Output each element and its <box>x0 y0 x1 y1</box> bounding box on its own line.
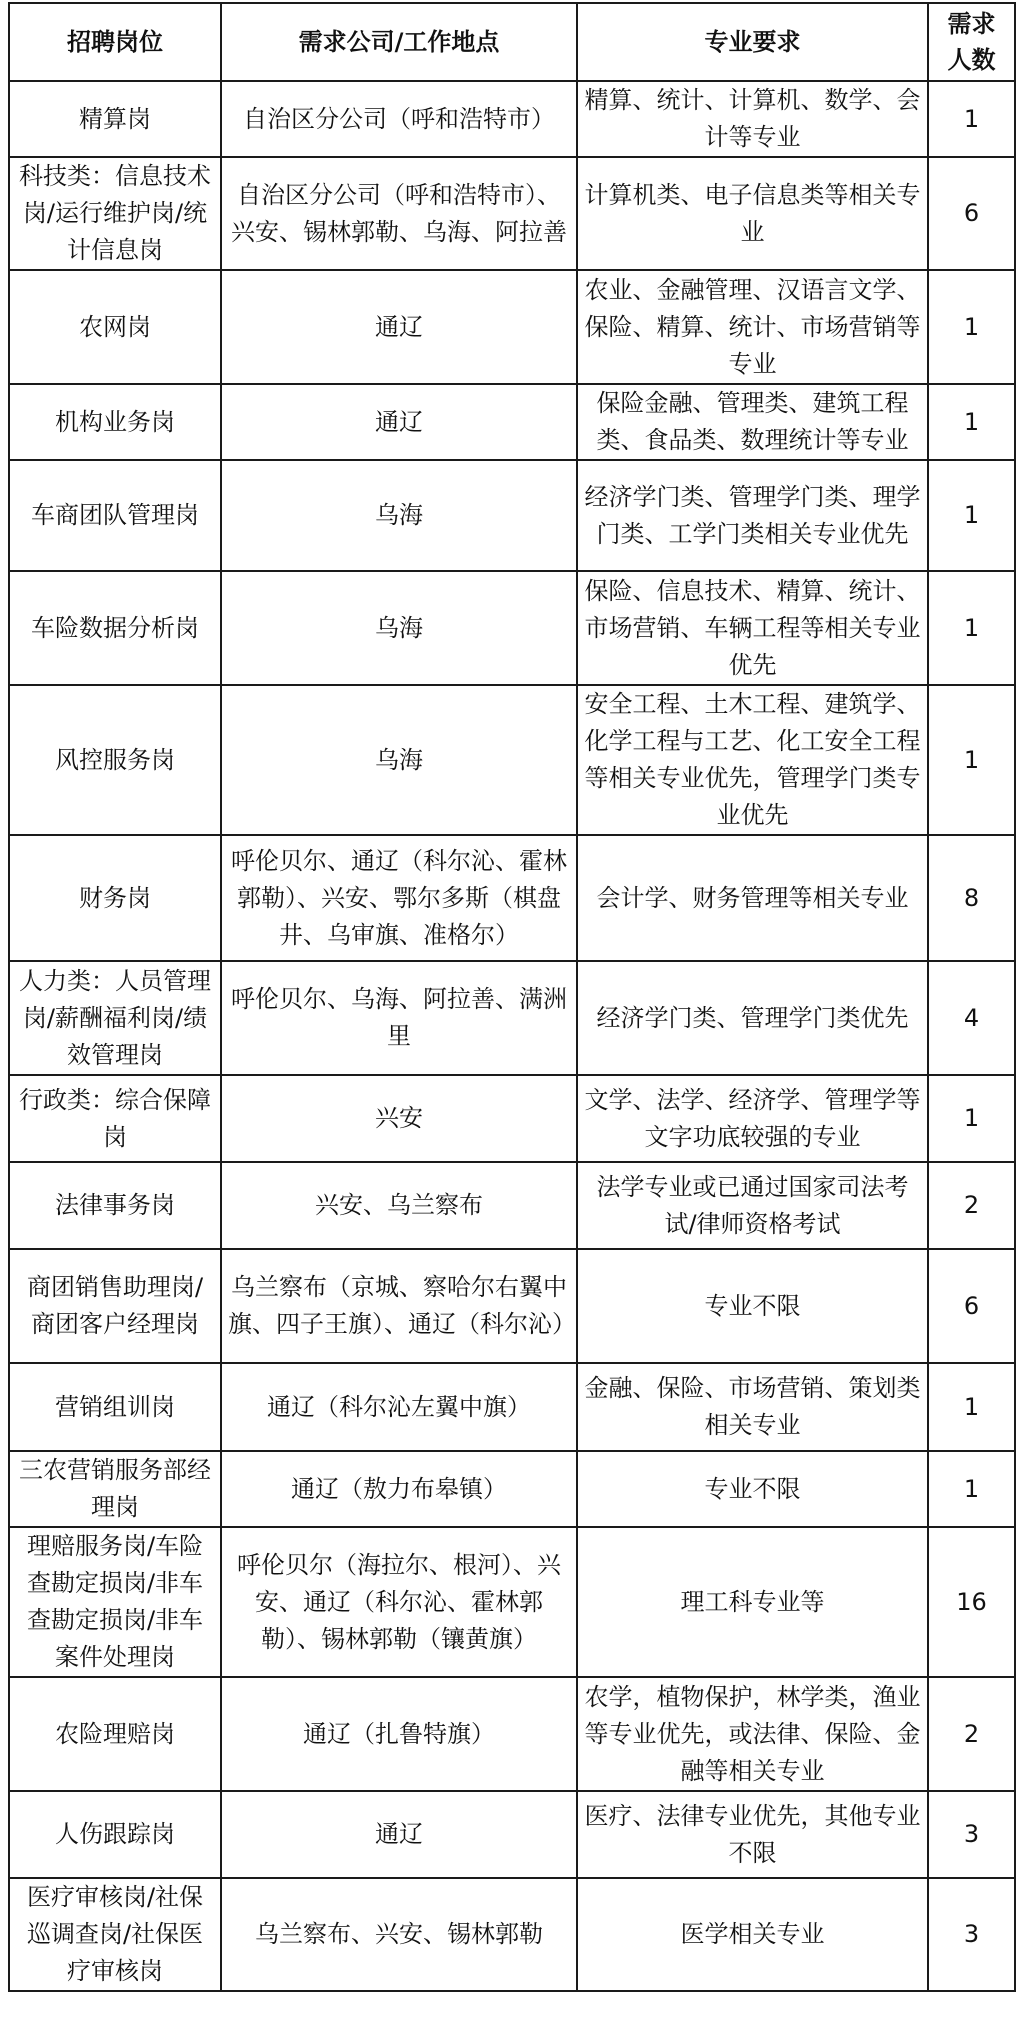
cell-count: 1 <box>928 1075 1015 1162</box>
cell-major: 会计学、财务管理等相关专业 <box>577 835 928 961</box>
table-row <box>9 1363 1015 1451</box>
header-major: 专业要求 <box>577 3 928 81</box>
cell-position: 医疗审核岗/社保巡调查岗/社保医疗审核岗 <box>9 1878 221 1991</box>
cell-company-location: 兴安 <box>221 1075 577 1162</box>
cell-major: 医疗、法律专业优先，其他专业不限 <box>577 1791 928 1878</box>
cell-position: 机构业务岗 <box>9 384 221 460</box>
table-row <box>9 384 1015 460</box>
table-row <box>9 1451 1015 1527</box>
cell-company-location: 自治区分公司（呼和浩特市）、兴安、锡林郭勒、乌海、阿拉善 <box>221 157 577 270</box>
cell-major: 经济学门类、管理学门类、理学门类、工学门类相关专业优先 <box>577 460 928 571</box>
cell-company-location: 通辽（科尔沁左翼中旗） <box>221 1363 577 1451</box>
cell-company-location: 通辽 <box>221 270 577 384</box>
cell-company-location: 呼伦贝尔、通辽（科尔沁、霍林郭勒）、兴安、鄂尔多斯（棋盘井、乌审旗、准格尔） <box>221 835 577 961</box>
cell-count: 1 <box>928 685 1015 835</box>
cell-count: 1 <box>928 571 1015 685</box>
header-company-location: 需求公司/工作地点 <box>221 3 577 81</box>
cell-position: 人伤跟踪岗 <box>9 1791 221 1878</box>
cell-major: 法学专业或已通过国家司法考试/律师资格考试 <box>577 1162 928 1249</box>
cell-major: 理工科专业等 <box>577 1527 928 1677</box>
cell-position: 人力类：人员管理岗/薪酬福利岗/绩效管理岗 <box>9 961 221 1075</box>
cell-count: 1 <box>928 384 1015 460</box>
cell-major: 精算、统计、计算机、数学、会计等专业 <box>577 81 928 157</box>
cell-position: 精算岗 <box>9 81 221 157</box>
table-row <box>9 571 1015 685</box>
cell-company-location: 乌海 <box>221 685 577 835</box>
cell-company-location: 呼伦贝尔、乌海、阿拉善、满洲里 <box>221 961 577 1075</box>
recruitment-table <box>8 2 1016 1992</box>
cell-position: 农险理赔岗 <box>9 1677 221 1791</box>
table-header-row <box>9 3 1015 81</box>
cell-count: 3 <box>928 1878 1015 1991</box>
header-count: 需求人数 <box>928 3 1015 81</box>
cell-major: 计算机类、电子信息类等相关专业 <box>577 157 928 270</box>
cell-position: 法律事务岗 <box>9 1162 221 1249</box>
cell-major: 农学，植物保护，林学类，渔业等专业优先，或法律、保险、金融等相关专业 <box>577 1677 928 1791</box>
table-row <box>9 460 1015 571</box>
cell-count: 1 <box>928 81 1015 157</box>
table-row <box>9 1249 1015 1363</box>
cell-company-location: 乌兰察布（京城、察哈尔右翼中旗、四子王旗）、通辽（科尔沁） <box>221 1249 577 1363</box>
cell-count: 1 <box>928 270 1015 384</box>
cell-position: 理赔服务岗/车险查勘定损岗/非车查勘定损岗/非车案件处理岗 <box>9 1527 221 1677</box>
cell-company-location: 通辽（敖力布皋镇） <box>221 1451 577 1527</box>
cell-count: 16 <box>928 1527 1015 1677</box>
cell-position: 农网岗 <box>9 270 221 384</box>
cell-company-location: 通辽 <box>221 1791 577 1878</box>
cell-count: 2 <box>928 1162 1015 1249</box>
cell-company-location: 兴安、乌兰察布 <box>221 1162 577 1249</box>
cell-major: 安全工程、土木工程、建筑学、化学工程与工艺、化工安全工程等相关专业优先，管理学门类专业优先 <box>577 685 928 835</box>
cell-count: 8 <box>928 835 1015 961</box>
cell-count: 6 <box>928 157 1015 270</box>
cell-position: 车商团队管理岗 <box>9 460 221 571</box>
table-row <box>9 157 1015 270</box>
table-row <box>9 270 1015 384</box>
cell-position: 车险数据分析岗 <box>9 571 221 685</box>
cell-major: 保险金融、管理类、建筑工程类、食品类、数理统计等专业 <box>577 384 928 460</box>
table-row <box>9 1075 1015 1162</box>
cell-position: 商团销售助理岗/商团客户经理岗 <box>9 1249 221 1363</box>
cell-count: 4 <box>928 961 1015 1075</box>
cell-company-location: 乌兰察布、兴安、锡林郭勒 <box>221 1878 577 1991</box>
table-row <box>9 685 1015 835</box>
cell-company-location: 乌海 <box>221 571 577 685</box>
table-row <box>9 961 1015 1075</box>
cell-position: 营销组训岗 <box>9 1363 221 1451</box>
cell-position: 三农营销服务部经理岗 <box>9 1451 221 1527</box>
cell-major: 专业不限 <box>577 1451 928 1527</box>
cell-position: 财务岗 <box>9 835 221 961</box>
table-row <box>9 1878 1015 1991</box>
cell-company-location: 自治区分公司（呼和浩特市） <box>221 81 577 157</box>
cell-count: 1 <box>928 1451 1015 1527</box>
table-row <box>9 1162 1015 1249</box>
cell-major: 医学相关专业 <box>577 1878 928 1991</box>
cell-count: 6 <box>928 1249 1015 1363</box>
cell-major: 文学、法学、经济学、管理学等文字功底较强的专业 <box>577 1075 928 1162</box>
table-row <box>9 1791 1015 1878</box>
table-row <box>9 835 1015 961</box>
cell-major: 专业不限 <box>577 1249 928 1363</box>
cell-company-location: 通辽（扎鲁特旗） <box>221 1677 577 1791</box>
cell-position: 行政类：综合保障岗 <box>9 1075 221 1162</box>
header-position: 招聘岗位 <box>9 3 221 81</box>
cell-company-location: 乌海 <box>221 460 577 571</box>
cell-count: 1 <box>928 1363 1015 1451</box>
cell-major: 经济学门类、管理学门类优先 <box>577 961 928 1075</box>
cell-company-location: 呼伦贝尔（海拉尔、根河）、兴安、通辽（科尔沁、霍林郭勒）、锡林郭勒（镶黄旗） <box>221 1527 577 1677</box>
table-row <box>9 1677 1015 1791</box>
cell-count: 2 <box>928 1677 1015 1791</box>
cell-count: 3 <box>928 1791 1015 1878</box>
table-row <box>9 1527 1015 1677</box>
cell-major: 金融、保险、市场营销、策划类相关专业 <box>577 1363 928 1451</box>
cell-count: 1 <box>928 460 1015 571</box>
cell-major: 农业、金融管理、汉语言文学、保险、精算、统计、市场营销等专业 <box>577 270 928 384</box>
cell-position: 风控服务岗 <box>9 685 221 835</box>
cell-major: 保险、信息技术、精算、统计、市场营销、车辆工程等相关专业优先 <box>577 571 928 685</box>
table-row <box>9 81 1015 157</box>
cell-position: 科技类：信息技术岗/运行维护岗/统计信息岗 <box>9 157 221 270</box>
cell-company-location: 通辽 <box>221 384 577 460</box>
